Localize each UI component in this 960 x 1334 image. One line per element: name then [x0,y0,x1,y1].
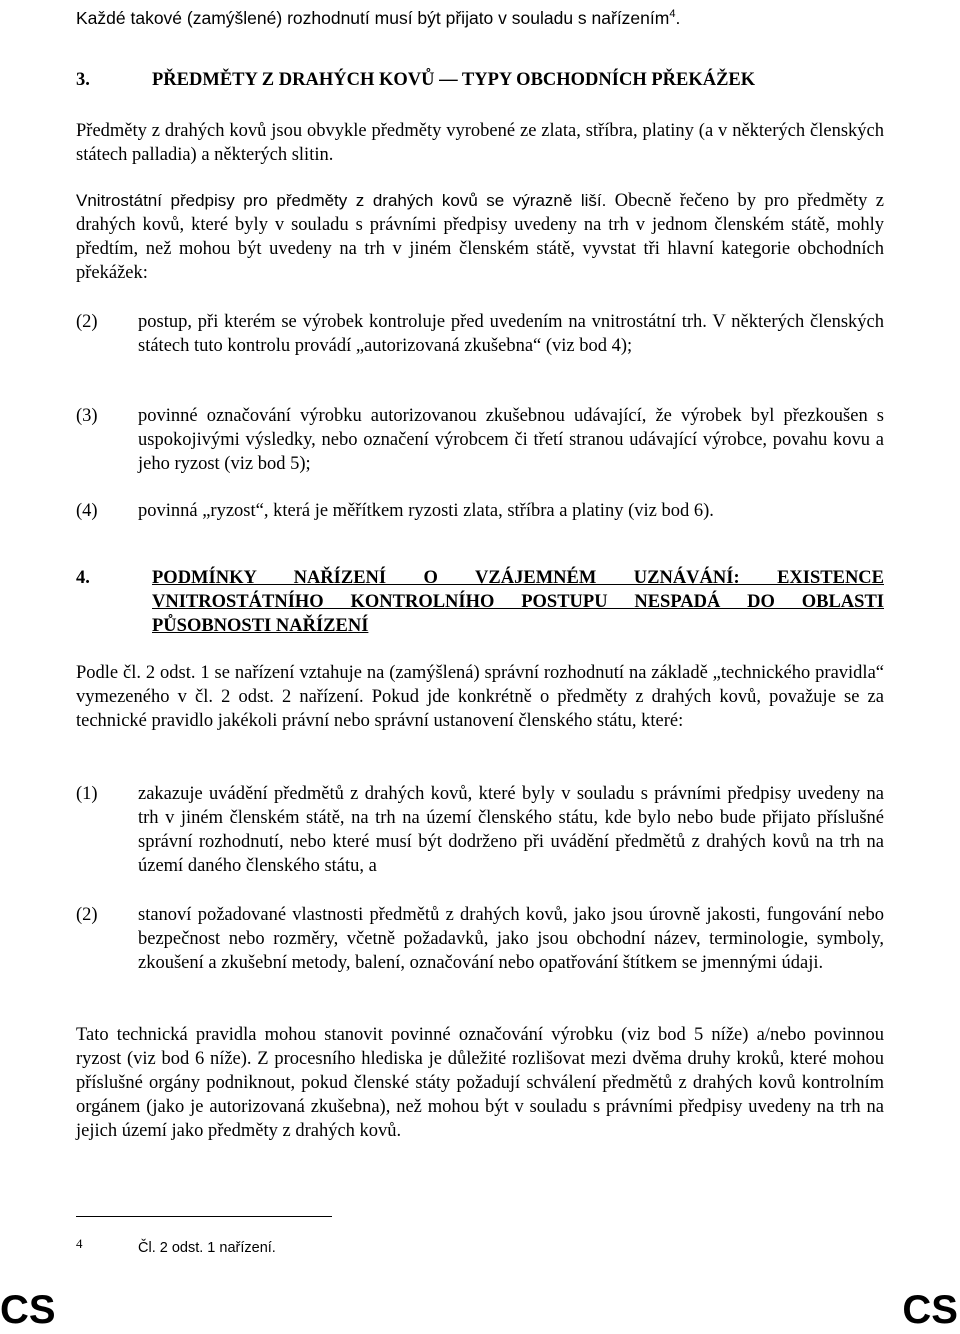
section-4-number: 4. [76,568,90,588]
language-code-right: CS [902,1288,958,1332]
section-3-title: PŘEDMĚTY Z DRAHÝCH KOVŮ — TYPY OBCHODNÍCH PŘEKÁŽEK [152,70,756,90]
footnote-ref: 4 [669,8,676,21]
list-item-text: zakazuje uvádění předmětů z drahých kovů, které byly v souladu s právními předpisy uvedeny na trh v jiném členském státě, na trh na území členského státu, kde bylo nebo bude přijato příslušné správní rozhodnutí, nebo které musí být dodrženo při uvádění předmětů z drahých kovů na trh na území daného členského státu, a [138,784,884,876]
list-item-text: postup, při kterém se výrobek kontroluje před uvedením na vnitrostátní trh. V některých členských státech tuto kontrolu provádí „autorizovaná zkušebna“ (viz bod 4); [138,312,884,356]
section-3-paragraph-2 [76,189,884,285]
list-item-text: povinné označování výrobku autorizovanou zkušebnou udávající, že výrobek byl přezkoušen s uspokojivými výsledky, nebo označení výrobcem či třetí stranou udávající výrobce, povahu kovu a jeho ryzost (viz bod 5); [138,406,884,474]
section-4-title-line: PŮSOBNOSTI NAŘÍZENÍ [152,616,369,636]
list-item-text: povinná „ryzost“, která je měřítkem ryzosti zlata, stříbra a platiny (viz bod 6). [138,501,714,521]
section-4-paragraph-2: Tato technická pravidla mohou stanovit povinné označování výrobku (viz bod 5 níže) a/nebo povinnou ryzost (viz bod 6 níže). Z procesního hlediska je důležité rozlišovat mezi dvěma druhy kroků, které mohou příslušné orgány podniknout, pokud členské státy požadují schválení předmětů z drahých kovů kontrolním orgánem (jako je autorizovaná zkušebna), než mohou být v souladu s právními předpisy uvedeny na trh na jejich území jako předměty z drahých kovů. [76,1025,884,1141]
paragraph-2-lead: Vnitrostátní předpisy pro předměty z drahých kovů se výrazně liší. [76,191,607,210]
list-item-number: (1) [76,784,98,804]
section-4-title [152,566,884,638]
section-4-title-line: VNITROSTÁTNÍHO KONTROLNÍHO POSTUPU NESPADÁ DO OBLASTI [152,592,884,612]
lead-text: Každé takové (zamýšlené) rozhodnutí musí být přijato v souladu s nařízením [76,8,670,28]
paragraph-2-body: Obecně řečeno by pro předměty z drahých kovů, které byly v souladu s právními předpisy uvedeny na trh v jednom členském státě, mohly předtím, než mohou být uvedeny na trh v jiném členském státě, vyvstat tři hlavní kategorie obchodních překážek: [76,191,884,283]
section-3-number: 3. [76,70,90,90]
section-3-paragraph-1: Předměty z drahých kovů jsou obvykle předměty vyrobené ze zlata, stříbra, platiny (a v některých členských státech palladia) a některých slitin. [76,121,884,165]
section-4-paragraph-1: Podle čl. 2 odst. 1 se nařízení vztahuje na (zamýšlená) správní rozhodnutí na základě „technického pravidla“ vymezeného v čl. 2 odst. 2 nařízení. Pokud jde konkrétně o předměty z drahých kovů, považuje se za technické pravidlo jakékoli právní nebo správní ustanovení členského státu, které: [76,663,884,731]
lead-tail: . [675,8,681,28]
section-4-title-line: PODMÍNKY NAŘÍZENÍ O VZÁJEMNÉM UZNÁVÁNÍ: EXISTENCE [152,568,884,588]
list-item-number: (4) [76,501,98,521]
list-item-number: (2) [76,312,98,332]
footnote-separator [76,1216,332,1217]
list-item-text: stanoví požadované vlastnosti předmětů z drahých kovů, jako jsou úrovně jakosti, fungování nebo bezpečnost nebo rozměry, včetně požadavků, jako jsou obchodní název, terminologie, symboly, zkoušení a zkušební metody, balení, označování nebo opatřování štítkem se jmennými údaji. [138,905,884,973]
footnote-text: Čl. 2 odst. 1 nařízení. [138,1240,276,1256]
language-code-left: CS [0,1288,56,1332]
list-item-number: (2) [76,905,98,925]
footnote-number: 4 [76,1236,83,1251]
list-item-number: (3) [76,406,98,426]
lead-sentence [76,6,896,30]
